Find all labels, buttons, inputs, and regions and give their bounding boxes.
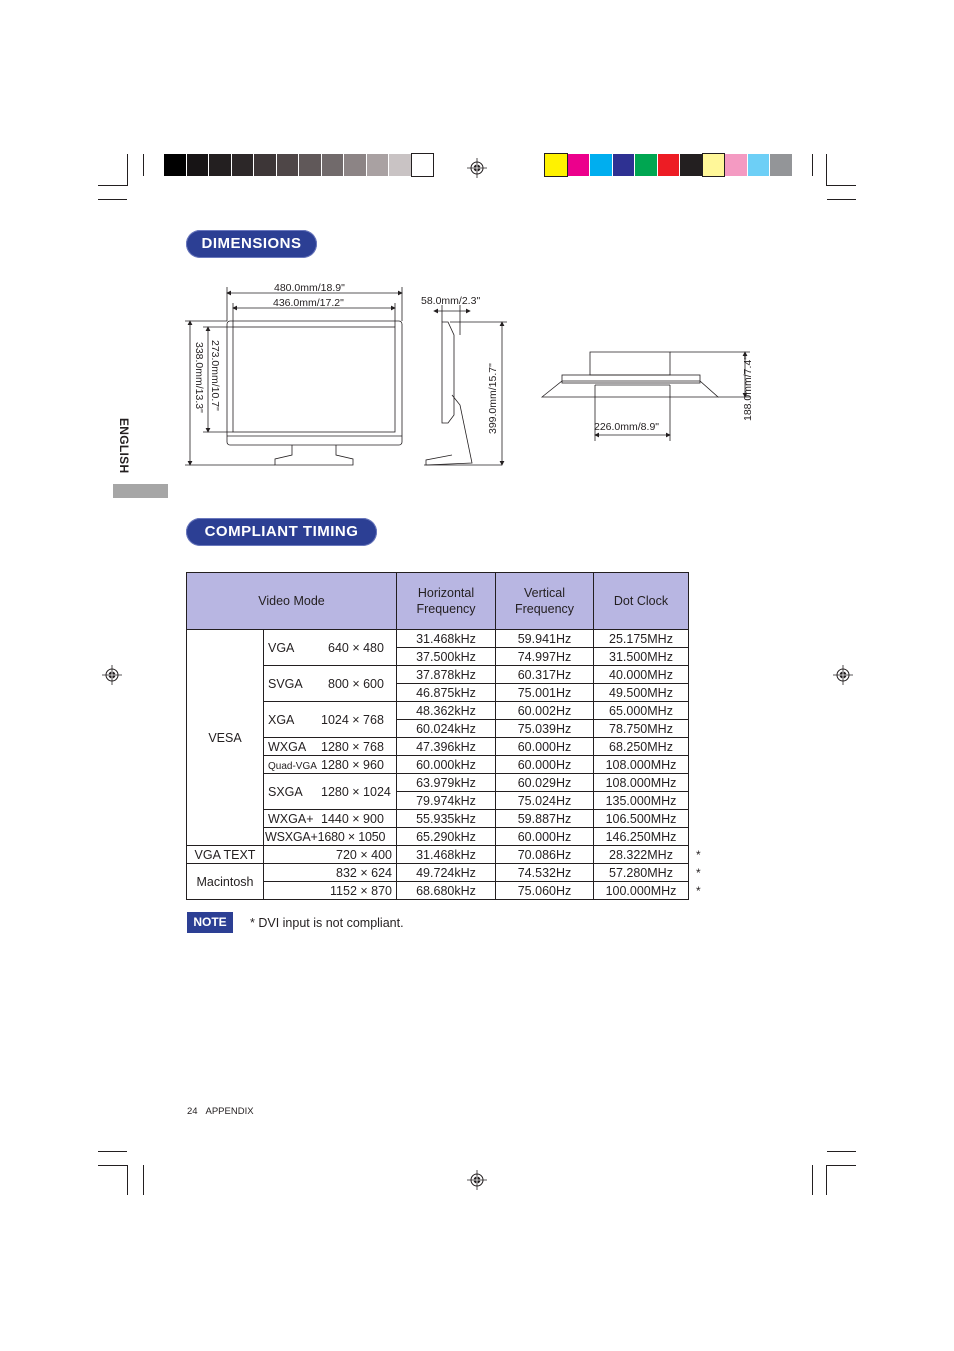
vertical-frequency-cell: 74.997Hz	[496, 648, 594, 666]
crop-mark	[127, 1165, 128, 1195]
language-tab	[113, 484, 168, 498]
vertical-frequency-cell: 75.060Hz	[496, 882, 594, 900]
dot-clock-cell: 106.500MHz	[594, 810, 689, 828]
mode-cell: WXGA+ 1440 × 900	[264, 810, 397, 828]
color-swatch	[187, 154, 209, 176]
vertical-frequency-cell: 60.002Hz	[496, 702, 594, 720]
overall-width-label: 480.0mm/18.9"	[274, 282, 345, 294]
dot-clock-cell: 28.322MHz	[594, 846, 689, 864]
color-swatch	[658, 154, 680, 176]
horizontal-frequency-cell: 65.290kHz	[397, 828, 496, 846]
vertical-frequency-cell: 75.001Hz	[496, 684, 594, 702]
table-row	[187, 864, 689, 882]
macintosh-group-cell: Macintosh	[187, 864, 264, 900]
page-number: 24	[187, 1106, 198, 1117]
color-swatch	[590, 154, 612, 176]
crop-mark	[98, 1165, 127, 1166]
color-swatch	[209, 154, 231, 176]
vertical-frequency-cell: 60.000Hz	[496, 738, 594, 756]
dot-clock-cell: 68.250MHz	[594, 738, 689, 756]
header-vertical-frequency: Vertical Frequency	[496, 573, 594, 630]
vertical-frequency-cell: 74.532Hz	[496, 864, 594, 882]
crop-mark	[98, 199, 127, 200]
page-footer	[187, 1106, 254, 1117]
color-swatch	[725, 154, 747, 176]
dot-clock-cell: 78.750MHz	[594, 720, 689, 738]
header-horizontal-frequency: Horizontal Frequency	[397, 573, 496, 630]
note-text: * DVI input is not compliant.	[250, 916, 404, 930]
color-swatch	[254, 154, 276, 176]
table-header-row	[187, 573, 689, 630]
mode-cell: WXGA 1280 × 768	[264, 738, 397, 756]
color-swatch	[389, 154, 411, 176]
horizontal-frequency-cell: 60.000kHz	[397, 756, 496, 774]
color-swatch	[412, 154, 434, 176]
vertical-frequency-cell: 70.086Hz	[496, 846, 594, 864]
horizontal-frequency-cell: 63.979kHz	[397, 774, 496, 792]
dot-clock-cell: 31.500MHz	[594, 648, 689, 666]
crop-mark	[827, 185, 856, 186]
mode-cell: SVGA 800 × 600	[264, 666, 397, 702]
dot-clock-cell: 146.250MHz	[594, 828, 689, 846]
registration-mark-icon	[102, 665, 122, 685]
vertical-frequency-cell: 60.000Hz	[496, 828, 594, 846]
dvi-asterisk: *	[696, 866, 701, 880]
registration-mark-icon	[467, 1170, 487, 1190]
color-swatch	[748, 154, 770, 176]
dvi-asterisk: *	[696, 884, 701, 898]
horizontal-frequency-cell: 31.468kHz	[397, 846, 496, 864]
crop-mark	[827, 199, 856, 200]
crop-mark	[826, 154, 827, 186]
screen-width-label: 436.0mm/17.2"	[273, 297, 344, 309]
mode-cell: XGA 1024 × 768	[264, 702, 397, 738]
horizontal-frequency-cell: 49.724kHz	[397, 864, 496, 882]
note-badge: NOTE	[187, 912, 233, 933]
crop-mark	[98, 1151, 127, 1152]
header-video-mode: Video Mode	[187, 573, 397, 630]
dot-clock-cell: 135.000MHz	[594, 792, 689, 810]
color-swatch	[299, 154, 321, 176]
vertical-frequency-cell: 60.317Hz	[496, 666, 594, 684]
crop-mark	[812, 1165, 813, 1195]
dvi-asterisk: *	[696, 848, 701, 862]
horizontal-frequency-cell: 37.878kHz	[397, 666, 496, 684]
vertical-frequency-cell: 59.941Hz	[496, 630, 594, 648]
base-depth-label: 188.0mm/7.4"	[742, 355, 754, 421]
crop-mark	[143, 154, 144, 176]
horizontal-frequency-cell: 60.024kHz	[397, 720, 496, 738]
crop-mark	[827, 1151, 856, 1152]
color-swatch	[322, 154, 344, 176]
color-swatch	[703, 154, 725, 176]
vertical-frequency-cell: 59.887Hz	[496, 810, 594, 828]
dot-clock-cell: 100.000MHz	[594, 882, 689, 900]
color-swatch	[568, 154, 590, 176]
color-swatch	[770, 154, 792, 176]
dot-clock-cell: 108.000MHz	[594, 756, 689, 774]
color-swatch	[277, 154, 299, 176]
mode-cell: WSXGA+1680 × 1050	[264, 828, 397, 846]
vertical-frequency-cell: 60.000Hz	[496, 756, 594, 774]
mode-cell: Quad-VGA 1280 × 960	[264, 756, 397, 774]
color-swatch	[680, 154, 702, 176]
horizontal-frequency-cell: 48.362kHz	[397, 702, 496, 720]
crop-mark	[98, 185, 127, 186]
horizontal-frequency-cell: 79.974kHz	[397, 792, 496, 810]
color-swatch	[613, 154, 635, 176]
dot-clock-cell: 25.175MHz	[594, 630, 689, 648]
registration-mark-icon	[467, 158, 487, 178]
mode-cell: 1152 × 870	[264, 882, 397, 900]
dot-clock-cell: 108.000MHz	[594, 774, 689, 792]
color-swatch	[367, 154, 389, 176]
vertical-frequency-cell: 75.039Hz	[496, 720, 594, 738]
crop-mark	[827, 1165, 856, 1166]
table-row	[187, 630, 689, 648]
crop-mark	[143, 1165, 144, 1195]
horizontal-frequency-cell: 55.935kHz	[397, 810, 496, 828]
base-width-label: 226.0mm/8.9"	[594, 421, 660, 433]
vesa-group-cell: VESA	[187, 630, 264, 846]
crop-mark	[826, 1165, 827, 1195]
mode-cell: 720 × 400	[264, 846, 397, 864]
color-swatch	[635, 154, 657, 176]
horizontal-frequency-cell: 47.396kHz	[397, 738, 496, 756]
mode-cell: 832 × 624	[264, 864, 397, 882]
color-swatch	[344, 154, 366, 176]
vertical-frequency-cell: 75.024Hz	[496, 792, 594, 810]
color-swatch	[545, 154, 567, 176]
registration-mark-icon	[833, 665, 853, 685]
language-label: ENGLISH	[117, 418, 131, 474]
vga-text-group-cell: VGA TEXT	[187, 846, 264, 864]
crop-mark	[812, 154, 813, 176]
horizontal-frequency-cell: 37.500kHz	[397, 648, 496, 666]
dot-clock-cell: 57.280MHz	[594, 864, 689, 882]
screen-height-label: 273.0mm/10.7"	[209, 340, 221, 411]
header-dot-clock: Dot Clock	[594, 573, 689, 630]
crop-mark	[127, 154, 128, 186]
side-depth-label: 58.0mm/2.3"	[421, 295, 481, 307]
horizontal-frequency-cell: 46.875kHz	[397, 684, 496, 702]
mode-cell: VGA 640 × 480	[264, 630, 397, 666]
overall-height-label: 338.0mm/13.3"	[193, 342, 205, 413]
dot-clock-cell: 49.500MHz	[594, 684, 689, 702]
dimensions-heading: DIMENSIONS	[186, 230, 317, 258]
vertical-frequency-cell: 60.029Hz	[496, 774, 594, 792]
color-swatch	[232, 154, 254, 176]
horizontal-frequency-cell: 68.680kHz	[397, 882, 496, 900]
mode-cell: SXGA 1280 × 1024	[264, 774, 397, 810]
footer-section: APPENDIX	[205, 1106, 254, 1117]
table-row	[187, 846, 689, 864]
dot-clock-cell: 65.000MHz	[594, 702, 689, 720]
color-swatch	[164, 154, 186, 176]
compliant-timing-heading: COMPLIANT TIMING	[186, 518, 377, 546]
side-height-label: 399.0mm/15.7"	[487, 363, 499, 434]
dot-clock-cell: 40.000MHz	[594, 666, 689, 684]
timing-table	[186, 572, 689, 900]
horizontal-frequency-cell: 31.468kHz	[397, 630, 496, 648]
